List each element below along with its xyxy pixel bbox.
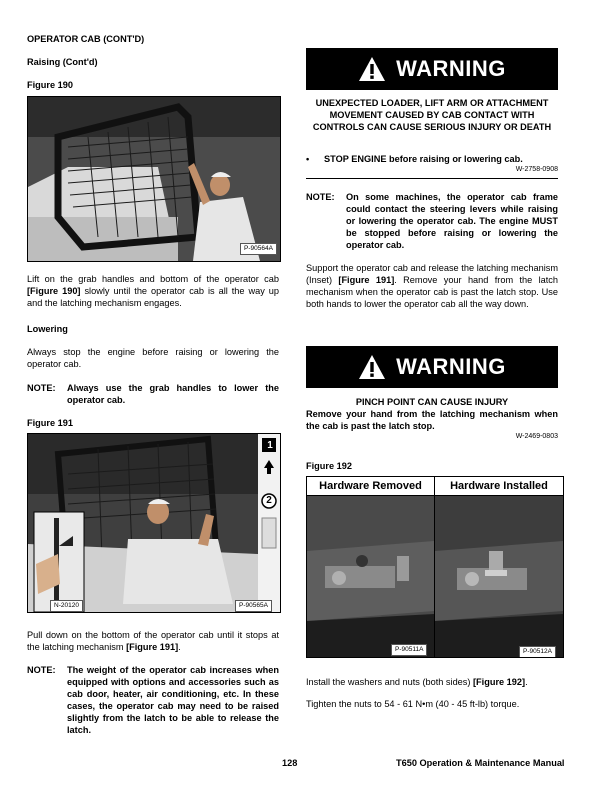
- figure-190-photo: [27, 96, 281, 262]
- warning-2-title: WARNING: [396, 354, 506, 379]
- operator-lowering-cab-illustration: [28, 434, 280, 612]
- figure-191-label: Figure 191: [27, 418, 73, 428]
- para-tighten: Tighten the nuts to 54 - 61 N•m (40 - 45 ft-lb) torque.: [306, 699, 520, 709]
- warning-1-bullet: • STOP ENGINE before raising or lowering cab.: [306, 154, 523, 164]
- note-steering-levers: NOTE: On some machines, the operator cab frame could contact the steering levers while raising or lowering the operator cab. The engine MUST be stopped before raising or lowering the operator cab.: [306, 192, 558, 250]
- warning-2-code: W-2469-0803: [515, 433, 558, 440]
- para-install: Install the washers and nuts (both sides) [Figure 192].: [306, 677, 528, 687]
- para-raise: Lift on the grab handles and bottom of the operator cab [Figure 190] slowly until the operator cab is all the way up and the latching mechanism engages.: [27, 274, 280, 308]
- warning-2-head: PINCH POINT CAN CAUSE INJURY: [355, 397, 509, 407]
- figure-192-code-right: P-90512A: [519, 646, 556, 658]
- warning-triangle-icon: [358, 354, 386, 380]
- warning-banner-2: [306, 346, 558, 388]
- warning-1-body: UNEXPECTED LOADER, LIFT ARM OR ATTACHMENT MOVEMENT CAUSED BY CAB CONTACT WITH CONTROLS CAN CAUSE SERIOUS INJURY OR DEATH: [312, 98, 552, 132]
- divider: [306, 178, 558, 179]
- hardware-comparison-illustration: [307, 496, 563, 657]
- manual-title: T650 Operation & Maintenance Manual: [396, 758, 565, 768]
- figure-190-label: Figure 190: [27, 80, 73, 90]
- note-grab-handles: NOTE: Always use the grab handles to lower the operator cab.: [27, 383, 279, 405]
- figure-190-code: P-90564A: [240, 243, 277, 255]
- lowering-heading: Lowering: [27, 324, 68, 334]
- warning-1-title: WARNING: [396, 56, 506, 81]
- para-lower: Always stop the engine before raising or lowering the operator cab.: [27, 347, 279, 369]
- figure-191-photo: [27, 433, 281, 613]
- warning-2-body: Remove your hand from the latching mechanism when the cab is past the latch stop.: [306, 409, 558, 431]
- bullet-mark: •: [306, 154, 310, 164]
- figure-191-step-1: 1: [267, 440, 273, 451]
- warning-1-code: W-2758-0908: [515, 166, 558, 173]
- subsection-raising: Raising (Cont'd): [27, 57, 98, 67]
- para-pull: Pull down on the bottom of the operator cab until it stops at the latching mechanism [Figure 191].: [27, 630, 279, 652]
- note-cab-weight: NOTE: The weight of the operator cab increases when equipped with options and accessories such as cab door, heater, air conditioning, etc. In these cases, the operator cab may need to be raised slightly from the latch to be able to release the latch.: [27, 665, 279, 735]
- figure-191-inset-code: N-20120: [50, 600, 83, 612]
- hardware-removed-header: Hardware Removed: [307, 477, 435, 496]
- figure-192-code-left: P-90511A: [391, 644, 427, 656]
- warning-triangle-icon: [358, 56, 386, 82]
- figure-192-photo: [306, 476, 564, 658]
- figure-191-step-2: 2: [266, 495, 272, 506]
- figure-192-label: Figure 192: [306, 461, 352, 471]
- hardware-installed-header: Hardware Installed: [435, 477, 563, 496]
- page-number: 128: [282, 758, 298, 768]
- operator-raising-cab-illustration: [28, 97, 280, 261]
- figure-191-code: P-90565A: [235, 600, 272, 612]
- para-support: Support the operator cab and release the latching mechanism (Inset) [Figure 191]. Remove your hand from the latch mechanism when the operator cab is past the latch stop. Use both hands to lower the operator cab all the way down.: [306, 263, 558, 309]
- warning-banner-1: [306, 48, 558, 90]
- section-title: OPERATOR CAB (CONT'D): [27, 34, 145, 44]
